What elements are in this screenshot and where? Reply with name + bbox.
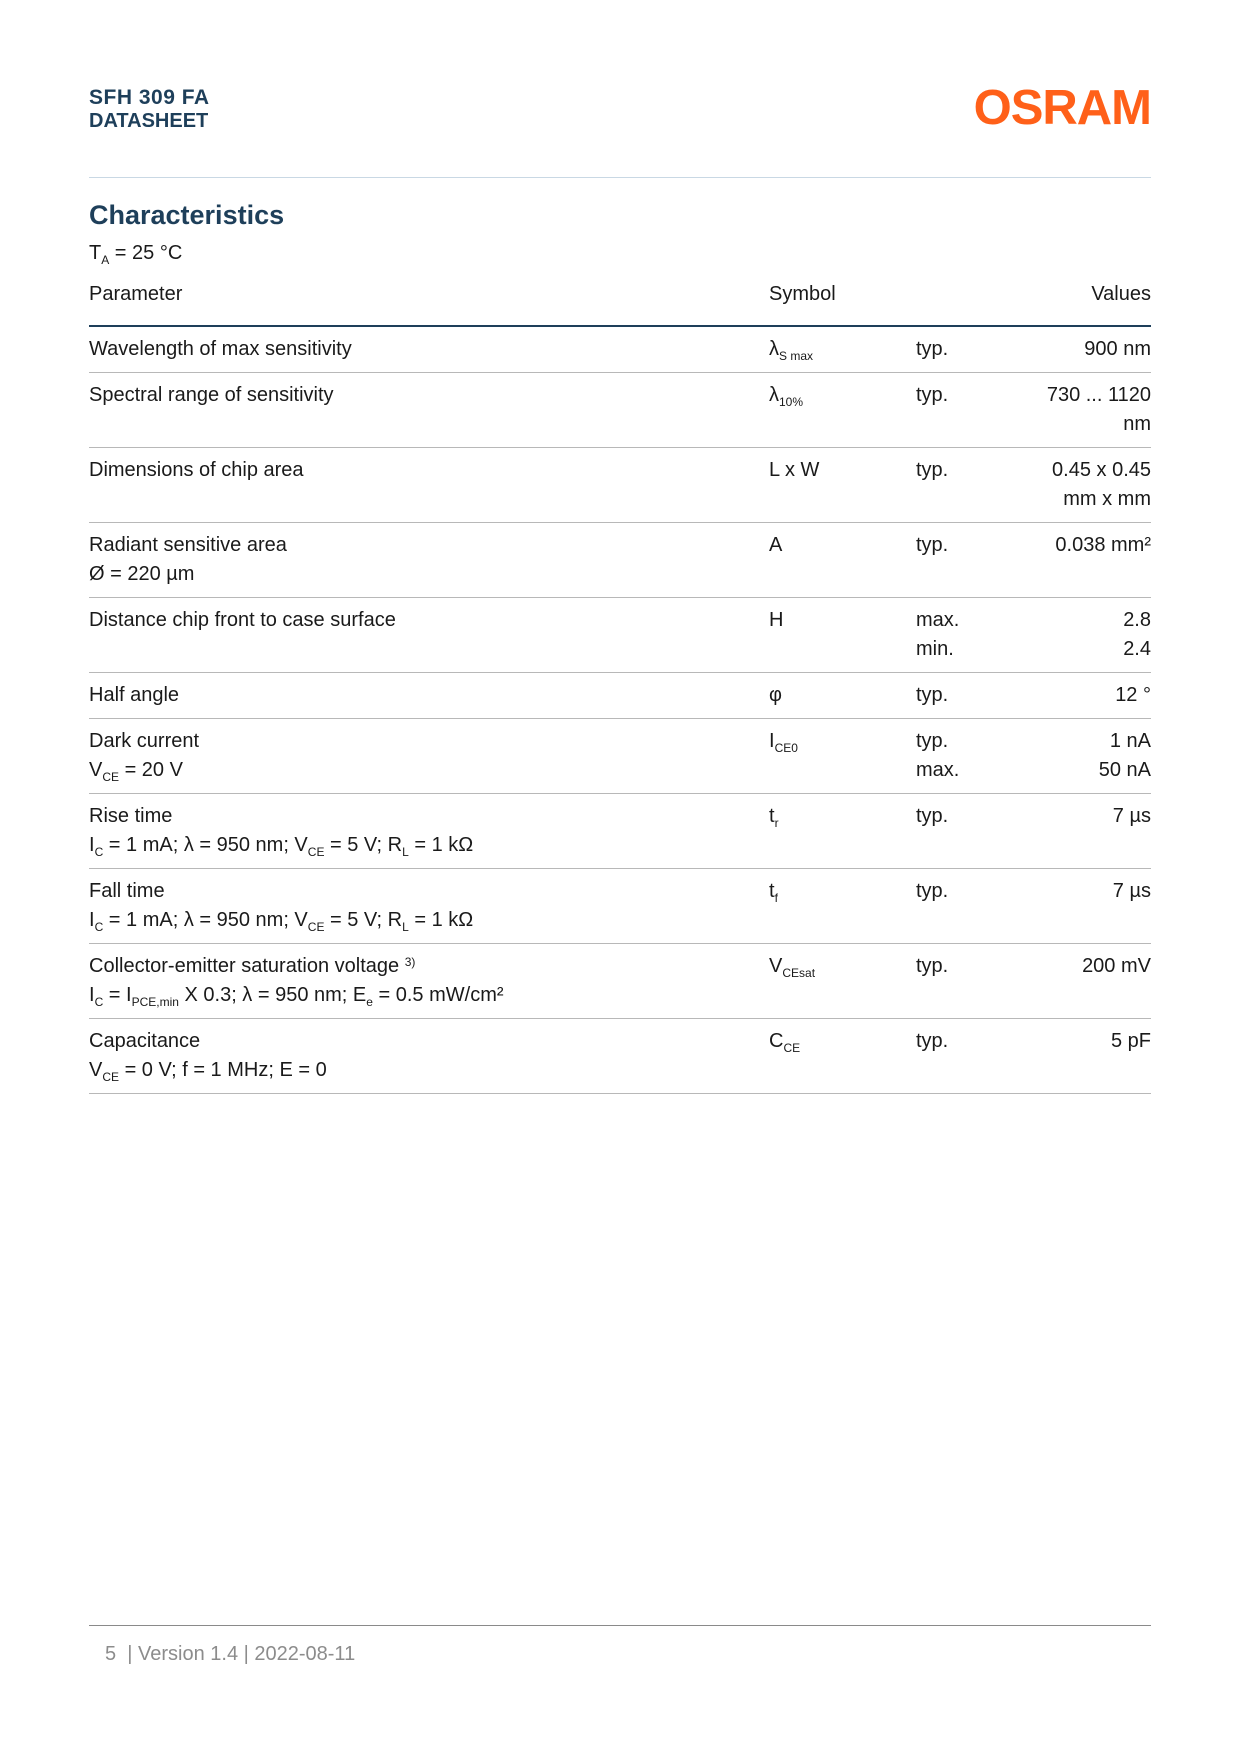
cond-subscript: PCE,min xyxy=(131,995,179,1009)
limit-max: max. xyxy=(916,609,960,631)
limit-cell xyxy=(916,606,1016,664)
parameter-cell xyxy=(89,1027,769,1085)
product-name: SFH 309 FA xyxy=(89,86,210,109)
symbol-subscript: f xyxy=(774,891,778,905)
value-min: 2.4 xyxy=(1123,638,1151,660)
value-cell: 7 µs xyxy=(1112,880,1151,902)
table-row xyxy=(89,1019,1151,1094)
parameter-cell xyxy=(89,877,769,935)
cond-text: = I xyxy=(103,984,132,1006)
document-header xyxy=(89,86,210,132)
parameter-cell xyxy=(89,531,769,589)
value-line: 730 ... 1120 xyxy=(1046,384,1151,406)
value-typ: 1 nA xyxy=(1109,730,1151,752)
symbol: t xyxy=(769,880,775,902)
symbol-cell xyxy=(769,381,916,439)
table-row xyxy=(89,598,1151,673)
table-row xyxy=(89,673,1151,719)
cond-subscript: C xyxy=(94,920,104,934)
limit-min: min. xyxy=(916,638,954,660)
symbol-subscript: S max xyxy=(779,349,814,363)
table-row xyxy=(89,719,1151,794)
page-number: 5 xyxy=(105,1643,117,1665)
cond-text: = 1 mA; λ = 950 nm; V xyxy=(103,909,308,931)
limit-cell: typ. xyxy=(916,1030,949,1052)
cond-text: V xyxy=(89,759,103,781)
table-row xyxy=(89,794,1151,869)
table-header xyxy=(89,282,1151,327)
table-row xyxy=(89,869,1151,944)
cond-text: V xyxy=(89,1059,103,1081)
value-cell: 900 nm xyxy=(1084,338,1151,360)
symbol-cell: φ xyxy=(769,684,782,706)
cond-text: = 20 V xyxy=(119,759,183,781)
value-cell: 5 pF xyxy=(1110,1030,1151,1052)
cond-text: = 1 kΩ xyxy=(408,909,474,931)
header-limit xyxy=(916,282,1016,325)
limit-cell: typ. xyxy=(916,459,949,481)
value-max: 50 nA xyxy=(1098,759,1151,781)
parameter-condition xyxy=(89,906,769,935)
symbol: λ xyxy=(769,338,779,360)
characteristics-table xyxy=(89,282,1151,1094)
cond-text: X 0.3; λ = 950 nm; E xyxy=(178,984,367,1006)
test-condition xyxy=(89,242,182,265)
condition-subscript: A xyxy=(101,253,110,267)
parameter-cell: Spectral range of sensitivity xyxy=(89,384,334,406)
header-parameter: Parameter xyxy=(89,283,183,305)
parameter-cell: Wavelength of max sensitivity xyxy=(89,338,352,360)
header-values: Values xyxy=(1091,283,1151,305)
cond-subscript: L xyxy=(402,920,409,934)
parameter-cell xyxy=(89,802,769,860)
header-symbol: Symbol xyxy=(769,283,836,305)
symbol-cell xyxy=(769,1027,916,1085)
limit-cell: typ. xyxy=(916,684,949,706)
parameter-cell: Distance chip front to case surface xyxy=(89,609,396,631)
symbol-cell xyxy=(769,727,916,785)
parameter-condition: Ø = 220 µm xyxy=(89,563,195,585)
table-row xyxy=(89,944,1151,1019)
parameter-name: Fall time xyxy=(89,880,165,902)
value-line: 0.45 x 0.45 xyxy=(1052,459,1151,481)
version-date: | Version 1.4 | 2022-08-11 xyxy=(121,1643,356,1665)
cond-subscript: C xyxy=(94,845,104,859)
cond-text: = 1 mA; λ = 950 nm; V xyxy=(103,834,308,856)
value-cell: 7 µs xyxy=(1112,805,1151,827)
limit-cell xyxy=(916,727,1016,785)
value-cell xyxy=(1016,456,1151,514)
value-cell: 200 mV xyxy=(1082,955,1151,977)
value-cell xyxy=(1016,727,1151,785)
parameter-cell xyxy=(89,727,769,785)
table-row xyxy=(89,448,1151,523)
parameter-condition xyxy=(89,1056,769,1085)
symbol-subscript: 10% xyxy=(779,395,804,409)
footer-divider xyxy=(89,1625,1151,1626)
parameter-cell: Dimensions of chip area xyxy=(89,459,304,481)
symbol-cell: A xyxy=(769,534,783,556)
parameter-name: Rise time xyxy=(89,805,173,827)
value-cell: 12 ° xyxy=(1115,684,1151,706)
cond-text: = 1 kΩ xyxy=(408,834,474,856)
cond-text: = 5 V; R xyxy=(324,834,403,856)
condition-value: = 25 °C xyxy=(109,242,183,264)
symbol-cell xyxy=(769,335,916,364)
parameter-condition xyxy=(89,831,769,860)
parameter-cell: Half angle xyxy=(89,684,180,706)
symbol-subscript: r xyxy=(774,816,779,830)
symbol-subscript: CE xyxy=(783,1041,801,1055)
value-cell: 0.038 mm² xyxy=(1055,534,1151,556)
document-type: DATASHEET xyxy=(89,110,209,132)
cond-subscript: e xyxy=(366,995,373,1009)
cond-subscript: CE xyxy=(307,920,325,934)
symbol-cell xyxy=(769,952,916,1010)
symbol-subscript: CEsat xyxy=(782,966,816,980)
parameter-name: Radiant sensitive area xyxy=(89,534,287,556)
limit-cell: typ. xyxy=(916,805,949,827)
table-row xyxy=(89,373,1151,448)
value-max: 2.8 xyxy=(1123,609,1151,631)
cond-text: I xyxy=(89,834,95,856)
cond-text: I xyxy=(89,984,95,1006)
symbol-cell xyxy=(769,877,916,935)
limit-max: max. xyxy=(916,759,960,781)
value-unit: mm x mm xyxy=(1063,488,1151,510)
cond-text: I xyxy=(89,909,95,931)
parameter-name: Dark current xyxy=(89,730,200,752)
table-row xyxy=(89,523,1151,598)
symbol-cell xyxy=(769,802,916,860)
page-footer xyxy=(105,1643,355,1666)
parameter-text: Collector-emitter saturation voltage xyxy=(89,955,400,977)
footnote-ref: 3) xyxy=(404,955,416,969)
condition-symbol: T xyxy=(89,242,102,264)
parameter-cell xyxy=(89,952,769,1010)
value-cell xyxy=(1016,381,1151,439)
value-cell xyxy=(1016,606,1151,664)
symbol-cell: H xyxy=(769,609,784,631)
table-row xyxy=(89,327,1151,373)
header-divider xyxy=(89,177,1151,178)
limit-cell: typ. xyxy=(916,338,949,360)
symbol-cell: L x W xyxy=(769,459,820,481)
cond-subscript: CE xyxy=(102,770,120,784)
cond-subscript: CE xyxy=(307,845,325,859)
limit-cell: typ. xyxy=(916,955,949,977)
symbol: λ xyxy=(769,384,779,406)
symbol: t xyxy=(769,805,775,827)
parameter-condition xyxy=(89,756,769,785)
limit-cell: typ. xyxy=(916,880,949,902)
symbol-subscript: CE0 xyxy=(774,741,798,755)
value-unit: nm xyxy=(1123,413,1151,435)
parameter-name xyxy=(89,952,769,981)
cond-subscript: CE xyxy=(102,1070,120,1084)
section-title: Characteristics xyxy=(89,200,285,230)
symbol: C xyxy=(769,1030,784,1052)
cond-text: = 0 V; f = 1 MHz; E = 0 xyxy=(119,1059,327,1081)
cond-subscript: C xyxy=(94,995,104,1009)
limit-typ: typ. xyxy=(916,730,949,752)
parameter-condition xyxy=(89,981,769,1010)
limit-cell: typ. xyxy=(916,384,949,406)
osram-logo: OSRAM xyxy=(973,81,1151,135)
parameter-name: Capacitance xyxy=(89,1030,201,1052)
cond-text: = 5 V; R xyxy=(324,909,403,931)
symbol: I xyxy=(769,730,775,752)
symbol: V xyxy=(769,955,783,977)
cond-subscript: L xyxy=(402,845,409,859)
limit-cell: typ. xyxy=(916,534,949,556)
cond-text: = 0.5 mW/cm² xyxy=(372,984,504,1006)
